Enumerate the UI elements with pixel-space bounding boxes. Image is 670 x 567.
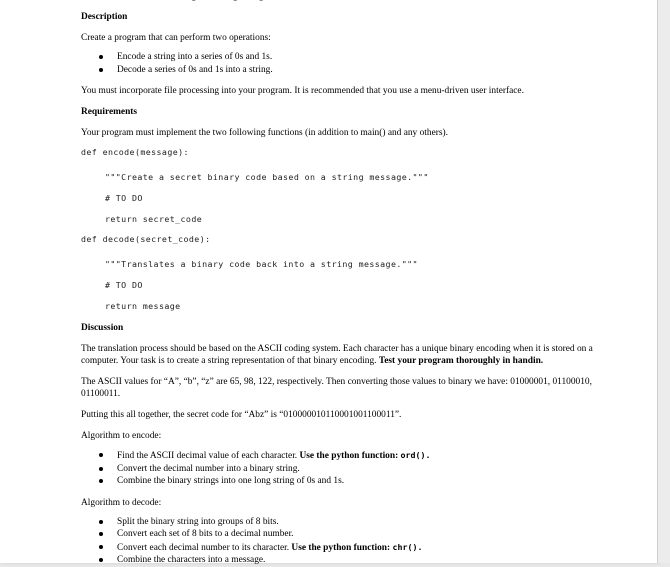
encode-step-1-bold: Use the python function: bbox=[299, 451, 399, 461]
discussion-paragraph-3: Putting this all together, the secret code for “Abz” is “010000010110001001100011”. bbox=[81, 410, 402, 420]
code-encode-return: return secret_code bbox=[105, 214, 203, 224]
requirements-intro: Your program must implement the two following functions (in addition to main() and any others). bbox=[81, 128, 448, 138]
list-item: Combine the binary strings into one long string of 0s and 1s. bbox=[81, 475, 631, 488]
discussion-paragraph-1 bbox=[81, 343, 631, 367]
requirements-heading: Requirements bbox=[81, 107, 138, 117]
code-encode-def: def encode(message): bbox=[81, 147, 189, 157]
document-content bbox=[81, 0, 631, 567]
decode-step-3-bold: Use the python function: bbox=[291, 542, 391, 553]
viewer-scrollbar-track[interactable] bbox=[658, 0, 670, 563]
list-item: Encode a string into a series of 0s and 1s. bbox=[81, 51, 631, 64]
operations-list bbox=[81, 51, 631, 76]
encode-steps-list bbox=[81, 449, 631, 488]
list-item: Convert the decimal number into a binary string. bbox=[81, 463, 631, 476]
discussion-heading: Discussion bbox=[81, 323, 124, 333]
list-item bbox=[81, 541, 631, 555]
encode-step-1-code: ord(). bbox=[400, 450, 431, 460]
list-item: Combine the characters into a message. bbox=[81, 554, 631, 567]
code-encode-todo: # TO DO bbox=[105, 193, 143, 203]
decode-algorithm-heading: Algorithm to decode: bbox=[81, 497, 162, 508]
list-item bbox=[81, 449, 631, 463]
discussion-p1-text: The translation process should be based on the ASCII coding system. Each character has a unique binary encoding when it is stored on a computer. Your task is to create a string representation of that binary encoding. bbox=[81, 344, 593, 366]
list-item: Convert each set of 8 bits to a decimal number. bbox=[81, 528, 631, 541]
code-encode-doc: """Create a secret binary code based on a string message.""" bbox=[105, 172, 429, 182]
code-decode-todo: # TO DO bbox=[105, 280, 143, 290]
discussion-p1-bold: Test your program thoroughly in handin. bbox=[378, 356, 544, 366]
code-decode-def: def decode(secret_code): bbox=[81, 234, 211, 244]
decode-step-3-code: chr(). bbox=[392, 541, 423, 552]
code-decode-doc: """Translates a binary code back into a string message.""" bbox=[105, 259, 418, 269]
document-title bbox=[81, 0, 631, 2]
description-heading: Description bbox=[81, 12, 128, 22]
description-intro: Create a program that can perform two operations: bbox=[81, 33, 271, 43]
list-item: Decode a series of 0s and 1s into a string. bbox=[81, 64, 631, 77]
discussion-paragraph-2: The ASCII values for “A”, “b”, “z” are 65, 98, 122, respectively. Then converting those values to binary we have: 01000001, 01100010, 01100011. bbox=[81, 377, 592, 399]
code-decode-return: return message bbox=[105, 301, 181, 311]
decode-steps-list bbox=[81, 516, 631, 567]
encode-step-1-text: Find the ASCII decimal value of each character. bbox=[117, 451, 298, 461]
encode-algorithm-heading: Algorithm to encode: bbox=[81, 431, 162, 441]
list-item: Split the binary string into groups of 8 bits. bbox=[81, 516, 631, 529]
decode-step-3-text: Convert each decimal number to its character. bbox=[117, 542, 290, 553]
description-note: You must incorporate file processing into your program. It is recommended that you use a menu-driven user interface. bbox=[81, 86, 524, 96]
